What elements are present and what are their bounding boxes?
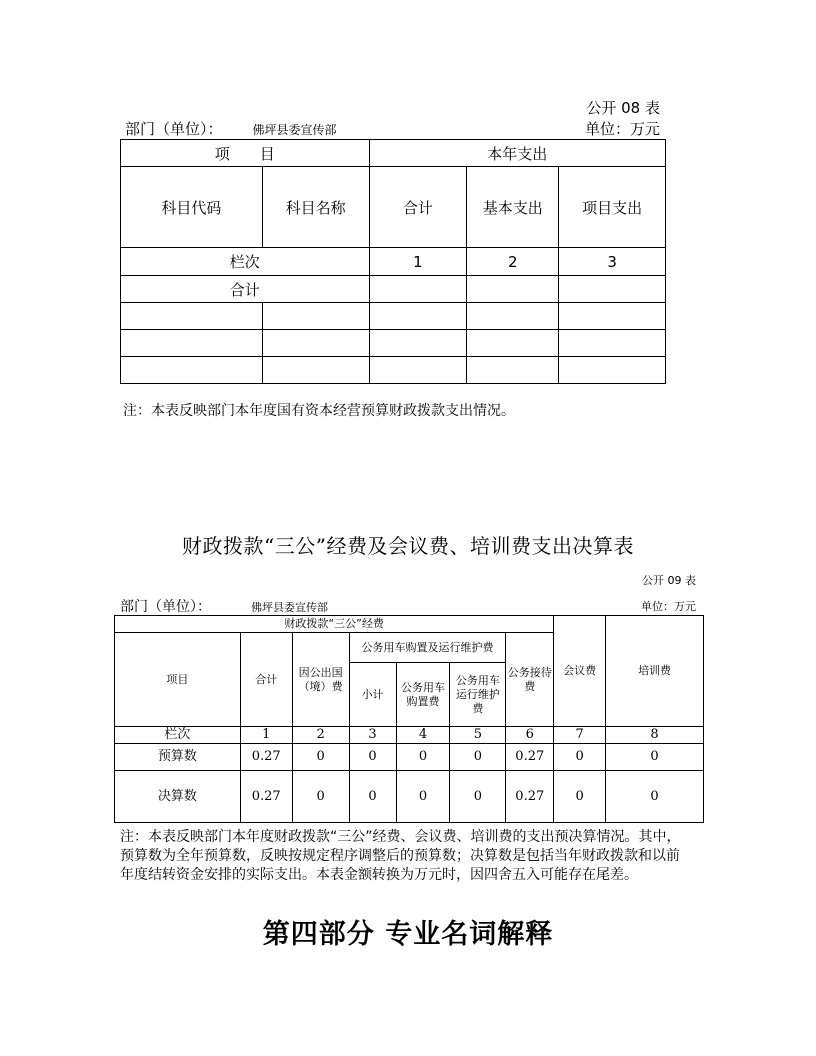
table09-value: 0.27 (506, 771, 554, 823)
table09-header-training: 培训费 (606, 616, 704, 727)
table09-value: 0 (450, 744, 506, 771)
table09-value: 0 (606, 744, 704, 771)
table08-total-label: 合计 (121, 276, 370, 303)
table08-dept (125, 118, 337, 139)
table08-cell (559, 357, 666, 384)
table08 (120, 139, 666, 384)
table09-header-meeting: 会议费 (554, 616, 606, 727)
table09-header-total: 合计 (240, 633, 292, 727)
table08-cell (559, 276, 666, 303)
table09-unit: 单位：万元 (641, 600, 696, 613)
table09-header-item: 项目 (115, 633, 241, 727)
table09-row-budget (115, 744, 704, 771)
table09-col-number: 8 (606, 727, 704, 744)
table08-header-project: 项目支出 (559, 167, 666, 248)
table09-code: 公开 09 表 (642, 574, 696, 587)
table09-value: 0 (554, 771, 606, 823)
table08-cell (262, 330, 369, 357)
table08-cell (121, 357, 263, 384)
table08-col-number: 1 (369, 248, 467, 276)
table09-col-number: 6 (506, 727, 554, 744)
part4-heading: 第四部分 专业名词解释 (262, 919, 554, 950)
table08-cell (262, 303, 369, 330)
table09-col-number: 1 (240, 727, 292, 744)
table09-row-index-label: 栏次 (115, 727, 241, 744)
table09-header-vehicle-purchase: 公务用车购置费 (396, 663, 450, 727)
table08-dept-label: 部门（单位）： (125, 120, 223, 138)
table09-dept (120, 596, 328, 616)
table08-cell (467, 303, 559, 330)
table09-row-label: 决算数 (115, 771, 241, 823)
table09-note: 注：本表反映部门本年度财政拨款“三公”经费、会议费、培训费的支出预决算情况。其中，预算数为全年预算数，反映按规定程序调整后的预算数；决算数是包括当年财政拨款和以前年度结转资金安排的实际支出。本表金额转换为万元时，因四舍五入可能存在尾差。 (120, 829, 681, 883)
table09-row-actual (115, 771, 704, 823)
table09-value: 0 (396, 744, 450, 771)
table09-header-reception: 公务接待费 (506, 633, 554, 727)
table09-value: 0 (554, 744, 606, 771)
table08-row (121, 330, 666, 357)
table08-unit: 单位：万元 (584, 120, 660, 138)
table09-value: 0 (292, 771, 349, 823)
table09-value: 0 (349, 744, 396, 771)
table08-cell (262, 357, 369, 384)
table09-header-vehicle: 公务用车购置及运行维护费 (349, 633, 506, 663)
table09-col-number: 7 (554, 727, 606, 744)
table08-code: 公开 08 表 (586, 99, 660, 117)
table09-col-number: 2 (292, 727, 349, 744)
table08-col-number: 2 (467, 248, 559, 276)
table08-cell (369, 276, 467, 303)
table08-header-current-year: 本年支出 (369, 140, 665, 167)
table08-header-total: 合计 (369, 167, 467, 248)
table08-cell (467, 330, 559, 357)
table08-cell (559, 303, 666, 330)
table09-value: 0 (450, 771, 506, 823)
table08-cell (467, 357, 559, 384)
table09-header-sangong: 财政拨款“三公”经费 (115, 616, 554, 633)
table09-value: 0.27 (240, 771, 292, 823)
table08-cell (369, 303, 467, 330)
table08-cell (121, 303, 263, 330)
table08-row (121, 303, 666, 330)
table09-value: 0 (606, 771, 704, 823)
table08-header-basic: 基本支出 (467, 167, 559, 248)
table08-cell (467, 276, 559, 303)
table08-header-subject-name: 科目名称 (262, 167, 369, 248)
table09-row-label: 预算数 (115, 744, 241, 771)
table08-col-number: 3 (559, 248, 666, 276)
table09-col-number: 5 (450, 727, 506, 744)
table08-cell (369, 330, 467, 357)
table08-cell (369, 357, 467, 384)
table09-value: 0 (292, 744, 349, 771)
table09-dept-label: 部门（单位）： (120, 599, 211, 615)
table08-cell (559, 330, 666, 357)
table08-note: 注：本表反映部门本年度国有资本经营预算财政拨款支出情况。 (123, 403, 515, 419)
table09-col-number: 3 (349, 727, 396, 744)
table09-dept-name: 佛坪县委宣传部 (251, 601, 328, 614)
table09-value: 0 (349, 771, 396, 823)
table09-value: 0.27 (240, 744, 292, 771)
table09 (114, 615, 704, 823)
table08-cell (121, 330, 263, 357)
table09-col-number: 4 (396, 727, 450, 744)
table09-title: 财政拨款“三公”经费及会议费、培训费支出决算表 (182, 534, 634, 558)
table08-header-item: 项 目 (121, 140, 370, 167)
table08-dept-name: 佛坪县委宣传部 (252, 123, 337, 137)
table08-row (121, 357, 666, 384)
table08-row-index-label: 栏次 (121, 248, 370, 276)
table09-header-abroad: 因公出国（境）费 (292, 633, 349, 727)
table09-header-vehicle-running: 公务用车运行维护费 (450, 663, 506, 727)
table09-value: 0 (396, 771, 450, 823)
table09-value: 0.27 (506, 744, 554, 771)
table08-header-subject-code: 科目代码 (121, 167, 263, 248)
table09-header-subtotal: 小计 (349, 663, 396, 727)
